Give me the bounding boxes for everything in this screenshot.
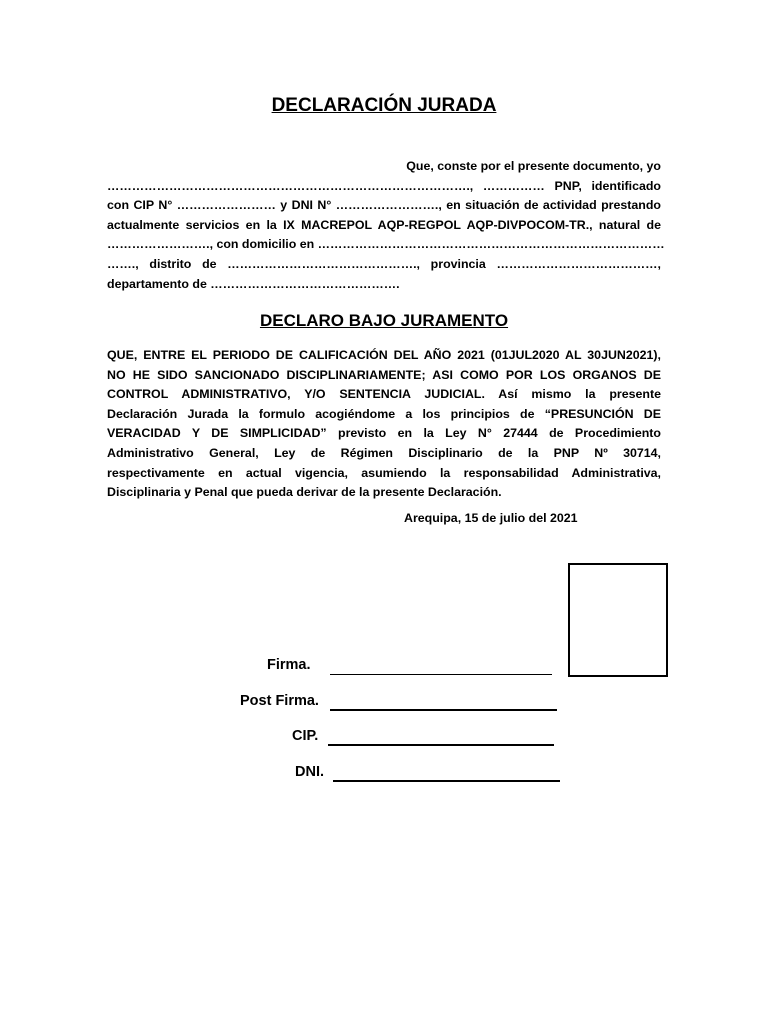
cip-label: CIP. — [292, 728, 319, 744]
body-line: NO HE SIDO SANCIONADO DISCIPLINARIAMENTE; ASI COMO POR LOS ORGANOS DE — [107, 367, 661, 382]
post-firma-label: Post Firma. — [240, 693, 319, 709]
date-line: Arequipa, 15 de julio del 2021 — [404, 511, 578, 525]
body-line: Administrativo General, Ley de Régimen Disciplinario de la PNP Nº 30714, — [107, 445, 661, 460]
intro-line: ……., distrito de ………………………………………., provincia …………………………………, — [107, 256, 661, 271]
intro-line: Que, conste por el presente documento, yo — [406, 159, 661, 173]
declaration-body — [107, 346, 661, 503]
declaration-subtitle: DECLARO BAJO JURAMENTO — [259, 311, 509, 330]
body-line: respectivamente en actual vigencia, asumiendo la responsabilidad Administrativa, — [107, 465, 661, 480]
body-line: Declaración Jurada la formulo acogiéndome a los principios de “PRESUNCIÓN DE — [107, 406, 661, 421]
intro-paragraph — [107, 157, 665, 294]
dni-line[interactable] — [333, 780, 560, 782]
body-line: CONTROL ADMINISTRATIVO, Y/O SENTENCIA JUDICIAL. Así mismo la presente — [107, 387, 661, 402]
document-title: DECLARACIÓN JURADA — [271, 95, 497, 116]
body-line: Disciplinaria y Penal que pueda derivar de la presente Declaración. — [107, 485, 502, 500]
intro-line: ……………………., con domicilio en ………………………………………………………………………… — [107, 237, 665, 252]
intro-line: ……………………………………………………………………………., …………… PNP, identificado — [107, 178, 661, 193]
firma-line[interactable] — [330, 674, 552, 675]
intro-line: actualmente servicios en la IX MACREPOL AQP-REGPOL AQP-DIVPOCOM-TR., natural de — [107, 217, 661, 232]
photo-box — [568, 563, 668, 677]
firma-label: Firma. — [267, 657, 311, 673]
cip-line[interactable] — [328, 744, 554, 746]
body-line: VERACIDAD Y DE SIMPLICIDAD” previsto en la Ley N° 27444 de Procedimiento — [107, 426, 661, 441]
intro-line: departamento de ………………………………………. — [107, 276, 400, 291]
intro-line: con CIP N° …………………… y DNI N° ……………………., en situación de actividad prestando — [107, 198, 661, 213]
dni-label: DNI. — [295, 764, 324, 780]
body-line: QUE, ENTRE EL PERIODO DE CALIFICACIÓN DEL AÑO 2021 (01JUL2020 AL 30JUN2021), — [107, 348, 661, 362]
post-firma-line[interactable] — [330, 709, 557, 711]
